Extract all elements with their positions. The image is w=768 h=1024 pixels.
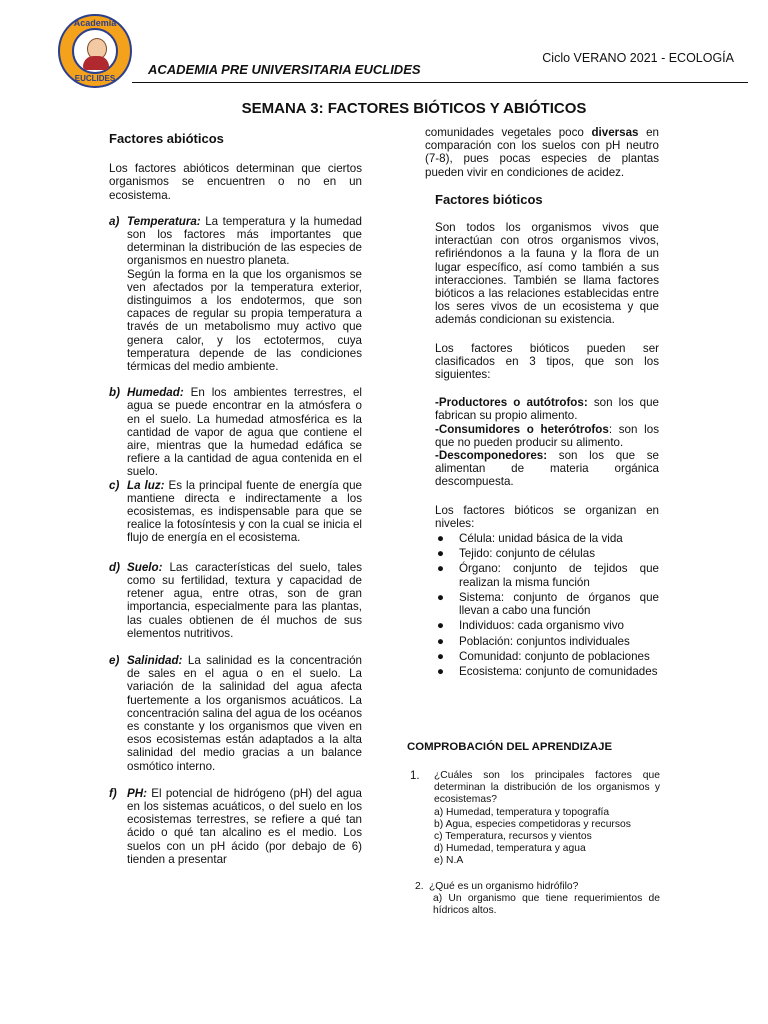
item-label: f) [109, 786, 117, 800]
type-term: -Productores o autótrofos: [435, 396, 588, 410]
item-term: Suelo: [127, 560, 163, 574]
biotic-type-consumers [435, 423, 659, 449]
answer-option: b) Agua, especies competidoras y recursos [434, 818, 631, 830]
item-label: c) [109, 478, 120, 492]
item-text: La salinidad es la concentración de sales en el agua o en el suelo. La variación de la salinidad del agua afecta fuertemente a los organismos acuáticos. La concentración salina del agua de los océanos es constante y los organismos que viven en esos ecosistemas están adaptados a la alta salinidad del medio gracias a un balance osmótico interno. [127, 653, 362, 773]
answer-option: d) Humedad, temperatura y agua [434, 843, 586, 855]
question-number: 2. [415, 880, 424, 892]
bullet-icon: ● [437, 547, 445, 561]
answer-option: c) Temperatura, recursos y vientos [434, 831, 592, 843]
answer-option: a) Humedad, temperatura y topografía [434, 806, 610, 818]
item-text: Las características del suelo, tales como su fertilidad, textura y capacidad de retener agua, entre otras, son de gran importancia, especialmente para las plantas, las cuales obtienen de él muchos de sus elementos nutritivos. [127, 560, 362, 640]
item-term: Salinidad: [127, 653, 183, 667]
level-text: Individuos: cada organismo vivo [459, 619, 624, 633]
item-term: PH: [127, 786, 147, 800]
question-2 [415, 881, 660, 918]
levels-intro: Los factores bióticos se organizan en niveles: [435, 503, 659, 530]
question-text: ¿Cuáles son los principales factores que determinan la distribución de los organismos y ecosistemas? [434, 770, 660, 806]
bullet-icon: ● [437, 619, 445, 633]
abiotic-item-temperature [109, 215, 362, 373]
question-text: ¿Qué es un organismo hidrófilo? [429, 880, 579, 892]
bullet-icon: ● [437, 634, 445, 648]
continuation-text: comunidades vegetales poco [425, 126, 592, 139]
type-term: -Consumidores o heterótrofos [435, 422, 609, 436]
level-text: Comunidad: conjunto de poblaciones [459, 649, 650, 663]
biotic-definition: Son todos los organismos vivos que interactúan con otros organismos vivos, refiriéndonos a la fauna y la flora de un lugar específico, así como también a sus interacciones. También se llama factores bióticos a las relaciones establecidas entre los seres vivos de un ecosistema y que además condicionan su existencia. [435, 221, 659, 327]
answer-option: e) N.A [434, 855, 464, 867]
abiotic-item-soil [109, 561, 362, 640]
list-item [435, 619, 659, 632]
biotic-type-producers [435, 396, 659, 422]
type-term: -Descomponedores: [435, 449, 548, 463]
question-number: 1. [410, 770, 420, 782]
item-term: La luz: [127, 478, 165, 492]
item-term: Humedad: [127, 386, 184, 400]
left-column [109, 132, 362, 866]
item-text: Es la principal fuente de energía que mantiene directa e indirectamente a los ecosistemas, es indispensable para que se realice la fotosíntesis y con la cual se inicia el flujo de energía en el ecosistema. [127, 478, 363, 545]
list-item [435, 650, 659, 663]
type-text: : son los que no pueden producir su alimento. [435, 422, 659, 449]
item-label: a) [109, 214, 120, 228]
level-text: Tejido: conjunto de células [459, 547, 595, 561]
bullet-icon: ● [437, 590, 445, 604]
right-column [425, 126, 659, 678]
answer-option: a) Un organismo que tiene requerimientos de hídricos altos. [433, 892, 660, 917]
biotic-types-intro: Los factores bióticos pueden ser clasificados en 3 tipos, que son los siguientes: [435, 341, 659, 382]
quiz-section [410, 770, 660, 917]
logo-text-bottom: EUCLIDES [74, 74, 116, 83]
list-item [435, 591, 659, 617]
list-item [435, 547, 659, 560]
question-1 [410, 770, 660, 868]
abiotic-item-ph [109, 787, 362, 866]
header-divider [132, 82, 748, 83]
page-title: SEMANA 3: FACTORES BIÓTICOS Y ABIÓTICOS [241, 100, 587, 117]
quiz-heading: COMPROBACIÓN DEL APRENDIZAJE [407, 741, 613, 753]
item-label: d) [109, 560, 120, 574]
bullet-icon: ● [437, 562, 445, 576]
list-item [435, 562, 659, 588]
mascot-body-icon [83, 56, 109, 70]
institution-name: ACADEMIA PRE UNIVERSITARIA EUCLIDES [148, 62, 421, 77]
item-text: La temperatura y la humedad son los factores más importantes que determinan la distribución de las especies de organismos en nuestro planeta. [127, 214, 362, 268]
item-text-continued: Según la forma en la que los organismos se ven afectados por la temperatura exterior, distinguimos a los endotermos, que son capaces de regular su propia temperatura a través de un metabolismo muy activo que genera calor, y los ectotermos, cuya temperatura depende de las condiciones térmicas del medio ambiente. [127, 267, 362, 374]
list-item [435, 532, 659, 545]
bullet-icon: ● [437, 649, 445, 663]
level-text: Sistema: conjunto de órganos que llevan a cabo una función [459, 590, 659, 618]
level-text: Ecosistema: conjunto de comunidades [459, 664, 658, 678]
level-text: Órgano: conjunto de tejidos que realizan la misma función [459, 562, 659, 589]
abiotic-item-humidity [109, 386, 362, 478]
item-label: e) [109, 653, 120, 667]
abiotic-heading: Factores abióticos [109, 131, 224, 146]
item-label: b) [109, 386, 120, 400]
ph-continuation [425, 126, 659, 179]
biotic-type-decomposers [435, 449, 659, 489]
levels-list [435, 532, 659, 678]
item-text: El potencial de hidrógeno (pH) del agua en los sistemas acuáticos, o del suelo en los ecosistemas terrestres, se refiere a qué tan ácido o qué tan alcalino es el medio. Los suelos con un pH ácido (por debajo de 6) tienden a presentar [127, 786, 362, 866]
logo-text-top: Academia [73, 18, 117, 28]
continuation-emphasis: diversas [591, 126, 639, 139]
level-text: Población: conjuntos individuales [459, 634, 630, 648]
type-text: son los que fabrican su propio alimento. [435, 396, 659, 423]
item-term: Temperatura: [127, 214, 201, 228]
item-text: En los ambientes terrestres, el agua se puede encontrar en la atmósfera o en el suelo. La humedad atmosférica es la cantidad de vapor de agua que contiene el aire, mientras que la humedad edáfica se refiere a la cantidad de agua contenida en el suelo. [127, 386, 362, 479]
biotic-heading: Factores bióticos [435, 191, 543, 207]
academy-logo [58, 14, 132, 88]
list-item [435, 635, 659, 648]
list-item [435, 665, 659, 678]
course-cycle: Ciclo VERANO 2021 - ECOLOGÍA [542, 51, 734, 65]
abiotic-intro: Los factores abióticos determinan que ciertos organismos se encuentren o no en un ecosistema. [109, 162, 362, 202]
abiotic-item-salinity [109, 654, 362, 773]
type-text: son los que se alimentan de materia orgánica descompuesta. [435, 449, 659, 489]
continuation-text-end: en comparación con los suelos con pH neutro (7-8), pues pocas especies de plantas pueden vivir en condiciones de acidez. [425, 126, 659, 179]
bullet-icon: ● [437, 664, 445, 678]
bullet-icon: ● [437, 532, 445, 546]
abiotic-item-light [109, 479, 362, 545]
level-text: Célula: unidad básica de la vida [459, 532, 623, 546]
logo-emblem [72, 28, 118, 74]
